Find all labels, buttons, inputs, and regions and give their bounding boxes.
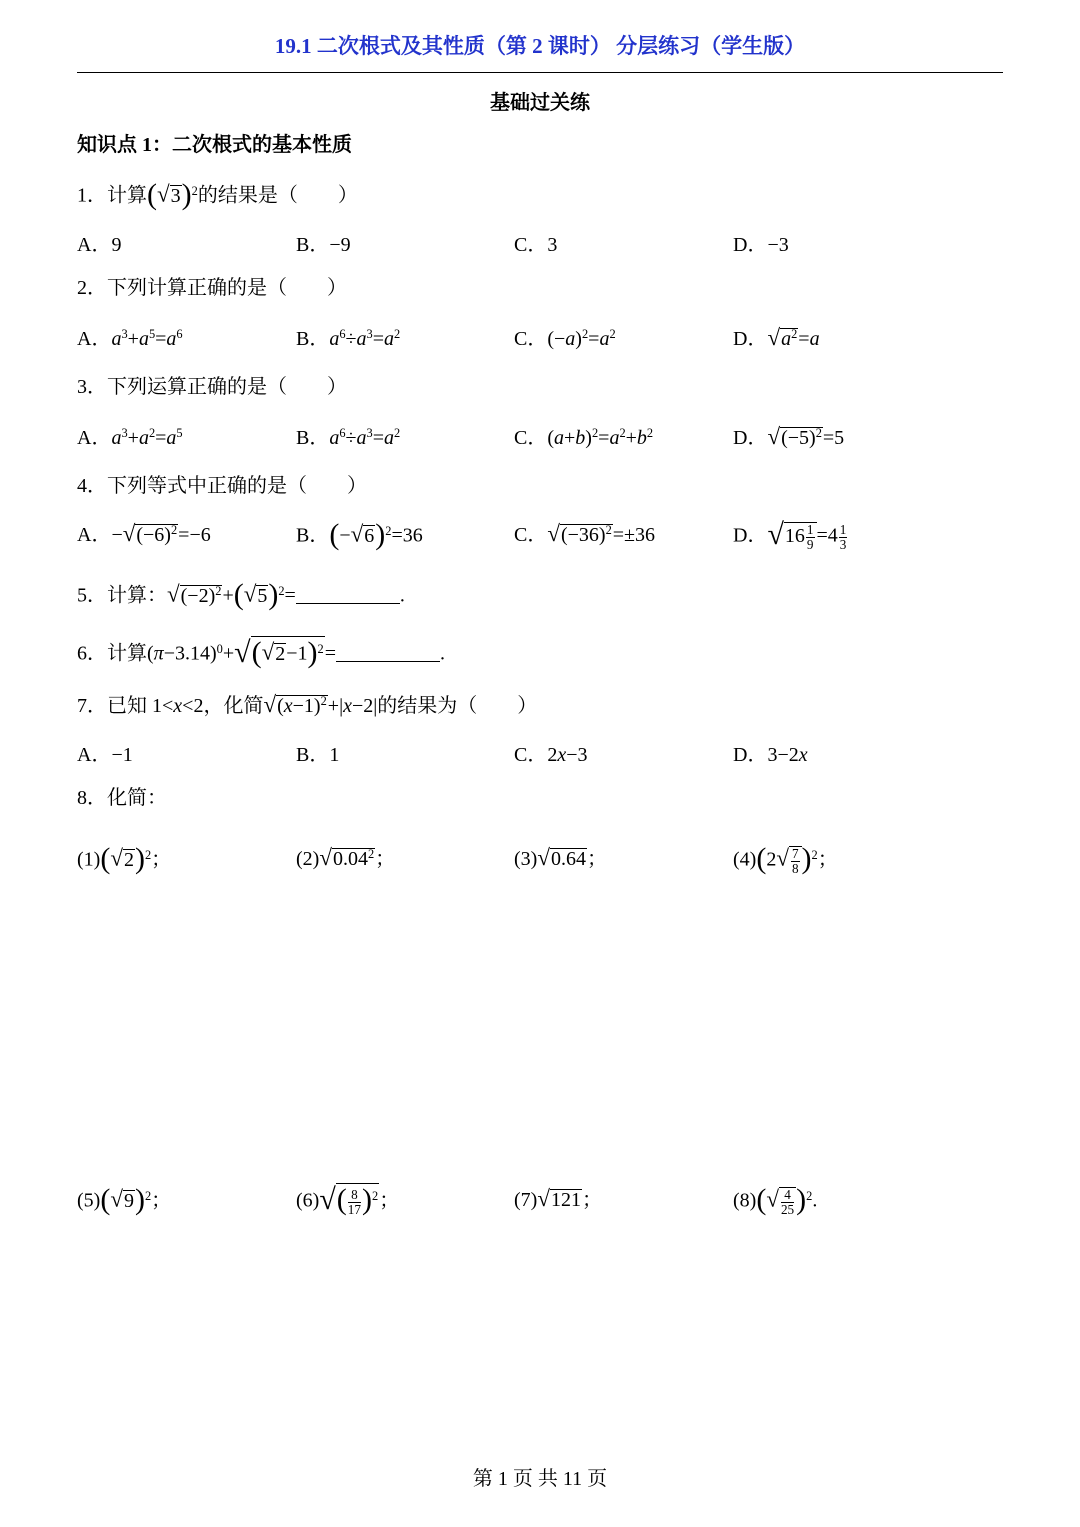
q2-option-c: C．$(-a)^2=a^2$: [514, 327, 616, 350]
question-8-row-1: [77, 842, 1003, 888]
q4-option-b: B．$(-√6)^2=36$: [296, 518, 423, 551]
question-1-options: [77, 228, 1003, 268]
question-2-text: 2．下列计算正确的是（ ）: [77, 277, 347, 299]
q8-item-2: (2)√0.04$^2$；: [296, 845, 396, 870]
question-7-text-pre: 7．已知 1<: [77, 695, 174, 717]
q8-item-5: $(5)(√9)^2$；: [77, 1183, 172, 1216]
question-8-text: 8．化简：: [77, 787, 167, 809]
q4-option-c: C．$√(-36)^2=\pm 36$: [514, 521, 656, 546]
question-8-row-2: [77, 1183, 1003, 1229]
document-header: 19.1 二次根式及其性质（第 2 课时） 分层练习（学生版）: [274, 34, 806, 58]
q4-option-a: A．$-√(-6)^2=-6$: [77, 521, 211, 546]
question-7-tail: 的结果为（ ）: [377, 695, 538, 717]
question-7: 7．已知 1<x<2，化简$√(x-1)^2+|x-2|$的结果为（ ）: [77, 692, 538, 717]
q1-option-d: D．−3: [733, 234, 789, 256]
question-1: 1．计算$(√3)^2$的结果是（ ）: [77, 178, 358, 211]
q8-item-1: $(1)(√2)^2$；: [77, 842, 172, 875]
q1-option-c: C．3: [514, 234, 558, 256]
q7-option-b: B．1: [296, 744, 340, 766]
q7-option-d: D．3−2x: [733, 744, 808, 766]
question-4-text: 4．下列等式中正确的是（ ）: [77, 475, 367, 497]
q2-option-d: D．$√a^2=a$: [733, 325, 820, 350]
q3-option-d: D．$√(-5)^2=5$: [733, 424, 845, 449]
q8-item-7: (7)√121；: [514, 1186, 602, 1211]
header-divider: [77, 72, 1003, 73]
q2-option-a: A．$a^3+a^5=a^6$: [77, 327, 183, 350]
question-2-options: [77, 322, 1003, 362]
q3-option-c: C．$(a+b)^2=a^2+b^2$: [514, 426, 654, 449]
question-7-options: [77, 738, 1003, 778]
knowledge-point-heading: 知识点 1：二次根式的基本性质: [77, 134, 352, 156]
q7-option-a: A．−1: [77, 744, 133, 766]
q8-item-8: (8)(√ $\frac{4}{25}$ )$^2$.: [733, 1183, 818, 1217]
question-3-options: [77, 421, 1003, 461]
section-title: 基础过关练: [490, 92, 590, 114]
q1-option-b: B．−9: [296, 234, 351, 256]
q2-option-b: B．$a^6\div a^3=a^2$: [296, 327, 401, 350]
question-5: 5．计算：$√(-2)^2+(√5)^2=$ .: [77, 578, 405, 611]
q8-item-6: (6)√( $\frac{8}{17}$ )$^2$；: [296, 1183, 400, 1217]
question-5-text: 5．计算：: [77, 584, 167, 607]
question-6: 6．计算$(\pi-3.14)^0+√(√2-1)^2=$ .: [77, 636, 445, 669]
q3-option-b: B．$a^6\div a^3=a^2$: [296, 426, 401, 449]
page-footer: 第 1 页 共 11 页: [472, 1468, 608, 1490]
q6-answer-blank[interactable]: [336, 641, 440, 662]
q3-option-a: A．$a^3+a^2=a^5$: [77, 426, 183, 449]
question-1-text: 1．计算: [77, 184, 147, 207]
q7-option-c: C．2x−3: [514, 744, 588, 766]
question-1-tail: 的结果是（ ）: [197, 184, 358, 207]
question-7-text-mid: <2，化简: [182, 695, 264, 717]
q8-item-3: (3)√0.64；: [514, 845, 607, 870]
question-4-options: [77, 518, 1003, 558]
q1-option-a: A．9: [77, 234, 122, 256]
q4-option-d: D．√16 $\frac{1}{9}$ =4 $\frac{1}{3}$: [733, 518, 847, 552]
q8-item-4: (4)(2√ $\frac{7}{8}$ )$^2$；: [733, 842, 838, 876]
q5-answer-blank[interactable]: [296, 583, 400, 604]
question-6-text: 6．计算: [77, 642, 147, 665]
question-3-text: 3．下列运算正确的是（ ）: [77, 376, 347, 398]
